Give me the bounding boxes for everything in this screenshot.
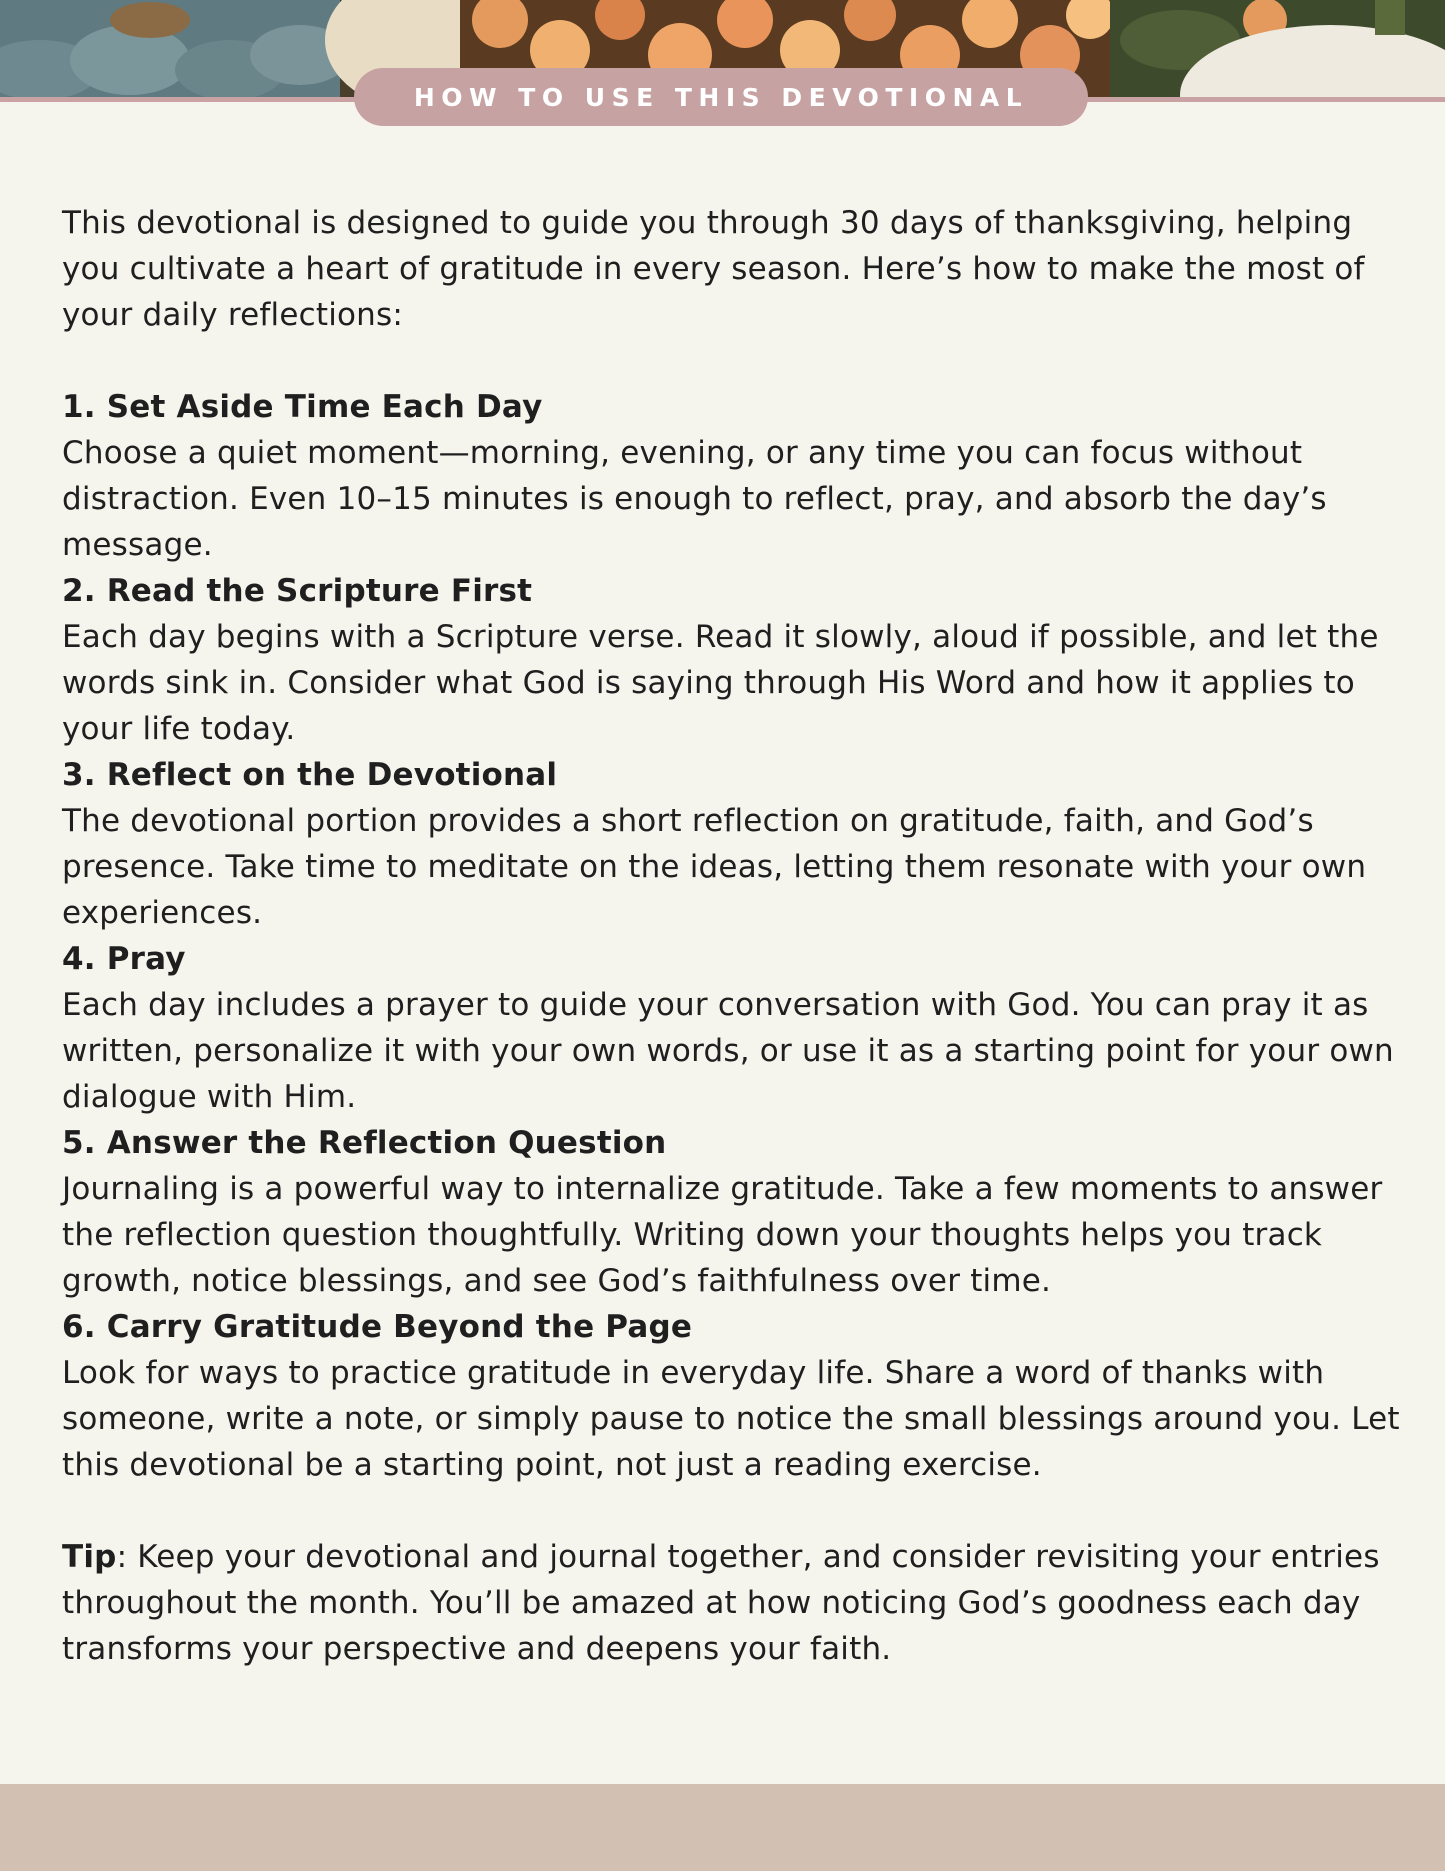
step-title: 2. Read the Scripture First <box>62 573 533 609</box>
page-title: HOW TO USE THIS DEVOTIONAL <box>413 82 1029 112</box>
step-item <box>62 1120 1402 1304</box>
step-item <box>62 568 1402 752</box>
step-item <box>62 1304 1402 1488</box>
step-body: The devotional portion provides a short reflection on gratitude, faith, and God’s presence. Take time to meditate on the ideas, letting them resonate with your own experiences. <box>62 803 1367 931</box>
footer-band <box>0 1784 1445 1871</box>
step-body: Choose a quiet moment—morning, evening, or any time you can focus without distraction. Even 10–15 minutes is enough to reflect, pray, and absorb the day’s message. <box>62 435 1327 563</box>
tip-label: Tip <box>62 1539 117 1575</box>
step-title: 3. Reflect on the Devotional <box>62 757 558 793</box>
step-title: 4. Pray <box>62 941 186 977</box>
tip-paragraph <box>62 1534 1402 1672</box>
step-body: Each day begins with a Scripture verse. Read it slowly, aloud if possible, and let the words sink in. Consider what God is saying through His Word and how it applies to your life today. <box>62 619 1379 747</box>
step-title: 1. Set Aside Time Each Day <box>62 389 543 425</box>
step-body: Look for ways to practice gratitude in everyday life. Share a word of thanks with someone, write a note, or simply pause to notice the small blessings around you. Let this devotional be a starting point, not just a reading exercise. <box>62 1355 1400 1483</box>
step-item <box>62 936 1402 1120</box>
step-title: 5. Answer the Reflection Question <box>62 1125 667 1161</box>
tip-text: : Keep your devotional and journal together, and consider revisiting your entries throughout the month. You’ll be amazed at how noticing God’s goodness each day transforms your perspective and deepens your faith. <box>62 1539 1380 1667</box>
page-title-banner <box>354 68 1088 126</box>
step-item <box>62 384 1402 568</box>
step-title: 6. Carry Gratitude Beyond the Page <box>62 1309 693 1345</box>
step-body: Journaling is a powerful way to internalize gratitude. Take a few moments to answer the reflection question thoughtfully. Writing down your thoughts helps you track growth, notice blessings, and see God’s faithfulness over time. <box>62 1171 1383 1299</box>
intro-paragraph: This devotional is designed to guide you through 30 days of thanksgiving, helping you cultivate a heart of gratitude in every season. Here’s how to make the most of your daily reflections: <box>62 205 1365 333</box>
devotional-instructions <box>62 200 1402 1672</box>
step-item <box>62 752 1402 936</box>
step-body: Each day includes a prayer to guide your conversation with God. You can pray it as written, personalize it with your own words, or use it as a starting point for your own dialogue with Him. <box>62 987 1394 1115</box>
